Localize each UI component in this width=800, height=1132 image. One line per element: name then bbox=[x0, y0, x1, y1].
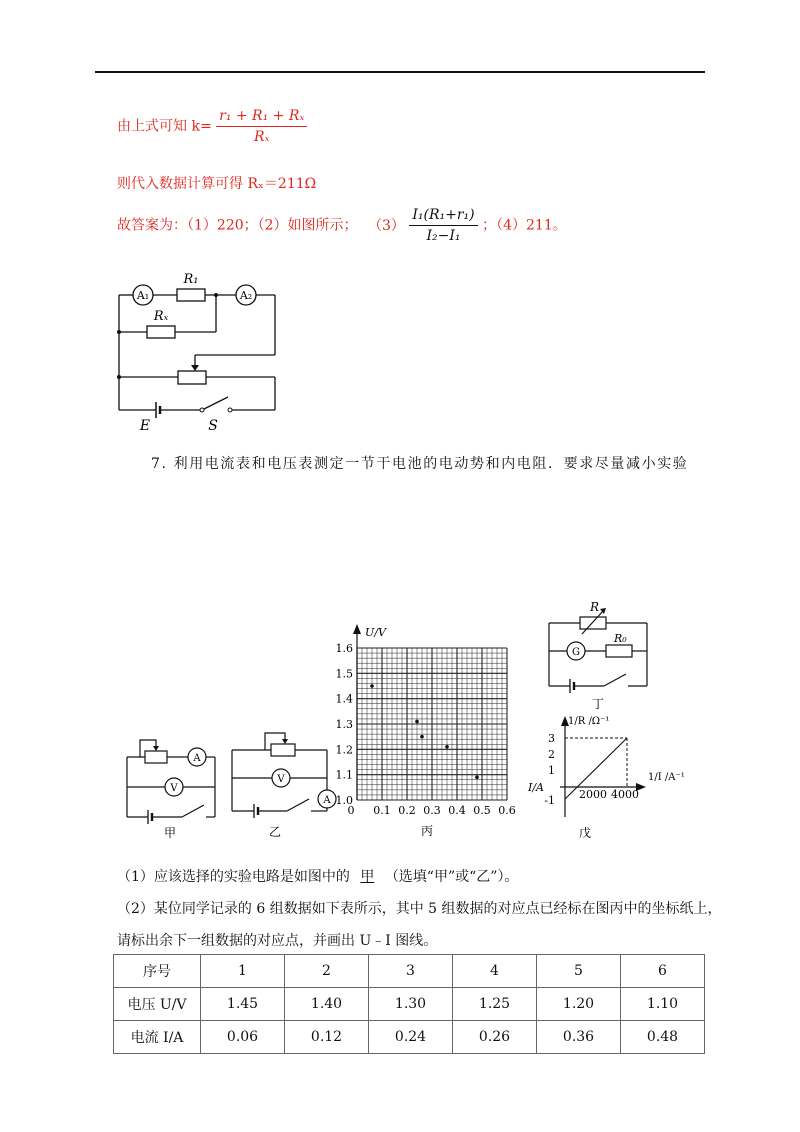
table-cell: 1.40 bbox=[285, 988, 369, 1021]
y-axis-arrow bbox=[353, 624, 361, 634]
table-row bbox=[114, 1021, 705, 1054]
answer-suffix: ；（4）211。 bbox=[482, 217, 567, 234]
y-tick-label: 1.1 bbox=[335, 768, 353, 782]
label-yi: 乙 bbox=[268, 825, 282, 839]
circuit-yi bbox=[225, 728, 340, 840]
y-tick-label: 1.0 bbox=[335, 794, 353, 807]
label-jia: 甲 bbox=[163, 826, 177, 840]
data-point bbox=[415, 720, 419, 724]
table-cell: 0.06 bbox=[201, 1021, 285, 1054]
table-cell: 1 bbox=[201, 955, 285, 988]
ammeter-a1-label: A₁ bbox=[136, 289, 150, 302]
x-tick-label: 4000 bbox=[611, 788, 639, 801]
data-point bbox=[475, 775, 479, 779]
y-tick-label: 1.5 bbox=[335, 667, 353, 681]
table-cell: 3 bbox=[369, 955, 453, 988]
question-7-text: 7. 利用电流表和电压表测定一节干电池的电动势和内电阻．要求尽量减小实验 bbox=[151, 456, 689, 472]
galvanometer-label: G bbox=[572, 647, 580, 658]
table-cell: 0.26 bbox=[453, 1021, 537, 1054]
data-point bbox=[445, 745, 449, 749]
k-denominator: Rₓ bbox=[253, 129, 270, 145]
chart-wu bbox=[525, 712, 695, 842]
y-tick-label: -1 bbox=[544, 794, 555, 807]
table-cell: 1.25 bbox=[453, 988, 537, 1021]
table-cell: 0.12 bbox=[285, 1021, 369, 1054]
switch-s-label: S bbox=[208, 418, 218, 434]
y-axis-label: U/V bbox=[365, 626, 386, 639]
x-axis-label: 1/I /A⁻¹ bbox=[648, 772, 685, 783]
r1-label: R₁ bbox=[183, 272, 199, 287]
k-fraction bbox=[216, 108, 307, 145]
answer-prefix: 故答案为：（1）220；（2）如图所示； bbox=[117, 217, 358, 234]
ammeter-a2-label: A₂ bbox=[239, 289, 253, 302]
table-cell: 1.10 bbox=[621, 988, 705, 1021]
equals-sign: = bbox=[199, 118, 212, 135]
ammeter-label: A bbox=[323, 795, 331, 806]
y-tick-label: 3 bbox=[548, 732, 555, 745]
table-cell: 序号 bbox=[114, 955, 201, 988]
i-axis-label: I/A bbox=[528, 781, 544, 794]
x-tick-label: 0.6 bbox=[498, 804, 516, 817]
q1-suffix: （选填“甲”或“乙”）。 bbox=[384, 869, 519, 885]
y-tick-label: 1 bbox=[548, 764, 555, 777]
circuit-ding bbox=[542, 598, 654, 710]
x-tick-label: 0.3 bbox=[423, 804, 441, 817]
x-tick-label: 0.4 bbox=[448, 804, 466, 817]
q1-prefix: （1）应该选择的实验电路是如图中的 bbox=[117, 869, 350, 885]
answer-fraction bbox=[409, 207, 477, 244]
answer-line bbox=[117, 207, 567, 244]
table-cell: 电流 I/A bbox=[114, 1021, 201, 1054]
x-tick-label: 0 bbox=[347, 804, 355, 817]
voltmeter-label: V bbox=[170, 783, 178, 794]
y-tick-label: 1.6 bbox=[335, 642, 353, 655]
rx-label: Rₓ bbox=[153, 309, 169, 324]
rx-result-line: 则代入数据计算可得 Rₓ＝211Ω bbox=[117, 176, 317, 192]
table-cell: 2 bbox=[285, 955, 369, 988]
data-point bbox=[420, 735, 424, 739]
y-tick-label: 1.2 bbox=[335, 743, 353, 757]
table-row bbox=[114, 988, 705, 1021]
question-2-line2: 请标出余下一组数据的对应点，并画出 U﹣I 图线。 bbox=[117, 933, 438, 949]
table-cell: 1.20 bbox=[537, 988, 621, 1021]
k-numerator: r₁ + R₁ + Rₓ bbox=[216, 108, 307, 127]
label-bing: 丙 bbox=[420, 824, 434, 838]
table-cell: 5 bbox=[537, 955, 621, 988]
table-cell: 0.24 bbox=[369, 1021, 453, 1054]
y-axis-label: 1/R /Ω⁻¹ bbox=[568, 716, 610, 727]
chart-bing bbox=[335, 620, 535, 840]
answer-circuit-diagram bbox=[110, 265, 295, 435]
r0-label: R₀ bbox=[614, 632, 627, 645]
q1-answer-blank: 甲 bbox=[360, 869, 375, 885]
voltmeter-label: V bbox=[277, 774, 285, 785]
question-2-line1: （2）某位同学记录的 6 组数据如下表所示，其中 5 组数据的对应点已经标在图丙中的坐标纸上， bbox=[117, 901, 722, 917]
data-table bbox=[113, 954, 705, 1054]
grid bbox=[357, 648, 507, 800]
y-tick-label: 1.3 bbox=[335, 718, 353, 731]
formula-line-k bbox=[117, 108, 307, 145]
formula-prefix: 由上式可知 k bbox=[117, 118, 200, 135]
table-cell: 1.45 bbox=[201, 988, 285, 1021]
x-tick-label: 0.1 bbox=[373, 804, 391, 817]
table-row bbox=[114, 955, 705, 988]
x-tick-label: 0.5 bbox=[473, 804, 491, 817]
r-label: R bbox=[590, 600, 600, 614]
x-tick-label: 2000 bbox=[579, 788, 607, 801]
data-point bbox=[370, 684, 374, 688]
table-cell: 电压 U/V bbox=[114, 988, 201, 1021]
x-tick-label: 0.2 bbox=[398, 804, 416, 817]
label-wu: 戊 bbox=[578, 826, 592, 840]
y-tick-label: 2 bbox=[548, 748, 555, 761]
battery-e-label: E bbox=[139, 418, 151, 434]
label-ding: 丁 bbox=[591, 697, 605, 710]
table-cell: 4 bbox=[453, 955, 537, 988]
y-tick-label: 1.4 bbox=[335, 692, 353, 706]
table-cell: 0.48 bbox=[621, 1021, 705, 1054]
question-1 bbox=[117, 866, 518, 886]
ammeter-label: A bbox=[193, 753, 201, 764]
table-cell: 1.30 bbox=[369, 988, 453, 1021]
table-cell: 6 bbox=[621, 955, 705, 988]
answer-part3-label: （3） bbox=[368, 217, 405, 234]
answer-denominator: I₂−I₁ bbox=[426, 228, 461, 244]
circuit-jia bbox=[120, 735, 220, 840]
header-rule bbox=[95, 71, 705, 73]
answer-numerator: I₁(R₁+r₁) bbox=[409, 207, 477, 226]
table-cell: 0.36 bbox=[537, 1021, 621, 1054]
